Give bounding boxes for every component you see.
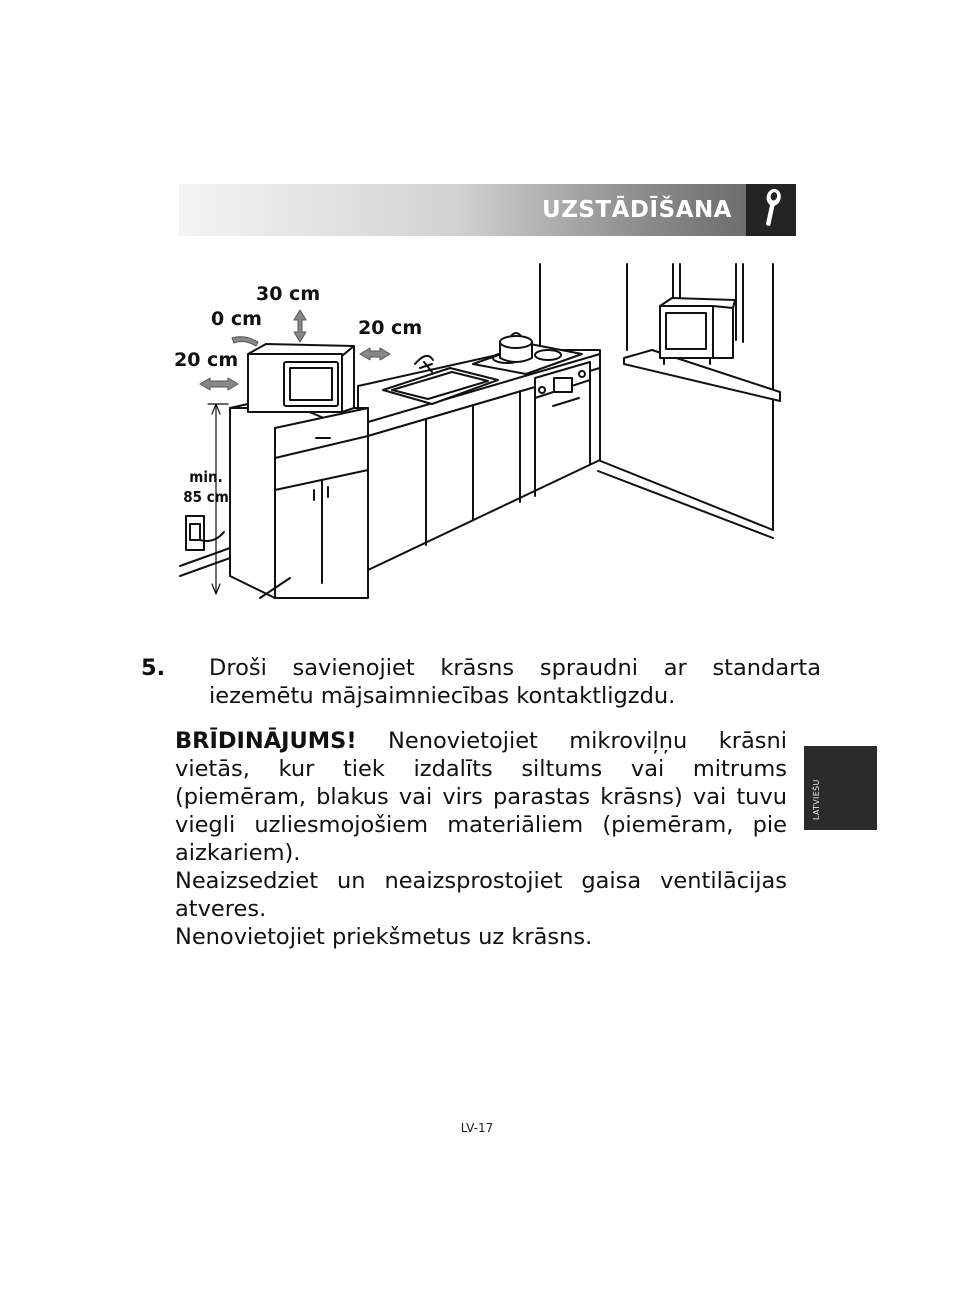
top-clearance-label: 30 cm: [256, 283, 321, 305]
back-clearance-label: 0 cm: [211, 308, 262, 330]
step-instruction: [141, 654, 821, 710]
left-clearance-label: 20 cm: [174, 349, 239, 371]
warning-block: [175, 727, 787, 951]
step-text: Droši savienojiet krāsns spraudni ar standarta iezemētu mājsaimniecības kontaktligzdu.: [209, 655, 821, 709]
warning-line-ventilation: Neaizsedziet un neaizsprostojiet gaisa ventilācijas atveres.: [175, 868, 787, 922]
warning-label: BRĪDINĀJUMS!: [175, 728, 357, 754]
installation-illustration: [170, 258, 790, 607]
warning-line-objects: Nenovietojiet priekšmetus uz krāsns.: [175, 924, 593, 950]
section-header-bar: [179, 184, 796, 236]
min-height-line1: min.: [189, 468, 223, 486]
min-height-line2: 85 cm: [183, 488, 229, 506]
step-number: 5.: [141, 655, 166, 681]
language-side-tab-label: LATVIEŠU: [812, 779, 821, 820]
right-clearance-label: 20 cm: [358, 317, 423, 339]
page-number: LV-17: [460, 1121, 494, 1135]
wrench-icon: [746, 184, 796, 236]
warning-paragraph: [175, 727, 787, 867]
min-height-label: [182, 467, 230, 507]
section-title: UZSTĀDĪŠANA: [542, 197, 732, 223]
warning-text: Nenovietojiet mikroviļņu krāsni vietās, kur tiek izdalīts siltums vai mitrums (piemēram, blakus vai virs parastas krāsns) vai tuvu viegli uzliesmojošiem materiāliem (piemēram, pie aizkariem).: [175, 728, 787, 866]
